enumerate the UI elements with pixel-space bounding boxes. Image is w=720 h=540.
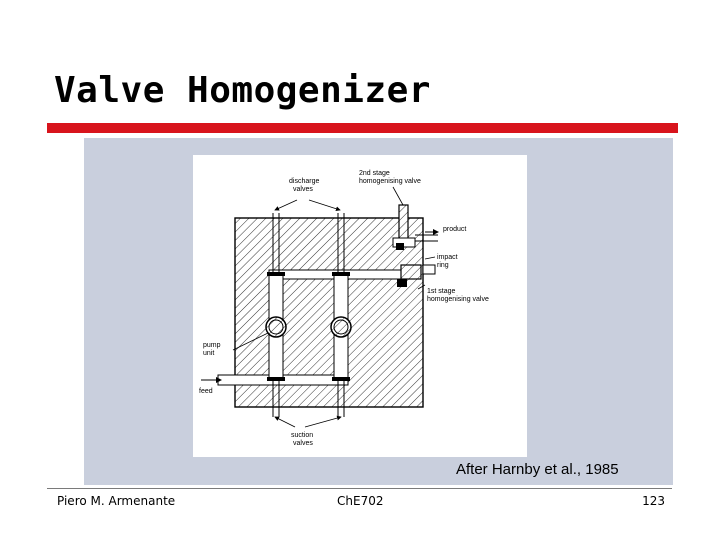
label-impact-line1: impact [437,254,458,261]
homogenizer-diagram [193,155,527,457]
label-stage1-line1: 1st stage [427,288,456,295]
footer-divider [47,488,672,489]
footer-course: ChE702 [337,494,384,508]
footer-author: Piero M. Armenante [57,494,176,508]
label-stage2-line2: homogenising valve [359,178,421,185]
label-impact-line2: ring [437,262,449,269]
homogenizer-diagram-svg [193,155,527,457]
label-pump-line1: pump [203,342,221,349]
label-discharge-line2: valves [293,186,313,193]
label-stage1-line2: homogenising valve [427,296,489,303]
footer-page-number: 123 [642,494,665,508]
label-feed: feed [199,388,213,395]
slide-title: Valve Homogenizer [54,70,431,111]
impact-ring [423,265,435,274]
label-product: product [443,226,467,233]
title-underline-bar [47,123,678,133]
label-suction-line1: suction [291,432,314,439]
valve-stage1 [401,265,421,279]
label-discharge-line1: discharge [289,178,320,185]
label-pump-line2: unit [203,350,215,357]
valve-stage2 [399,205,408,241]
figure-caption: After Harnby et al., 1985 [456,461,619,478]
label-stage2-line1: 2nd stage [359,170,390,177]
label-suction-line2: valves [293,440,313,447]
